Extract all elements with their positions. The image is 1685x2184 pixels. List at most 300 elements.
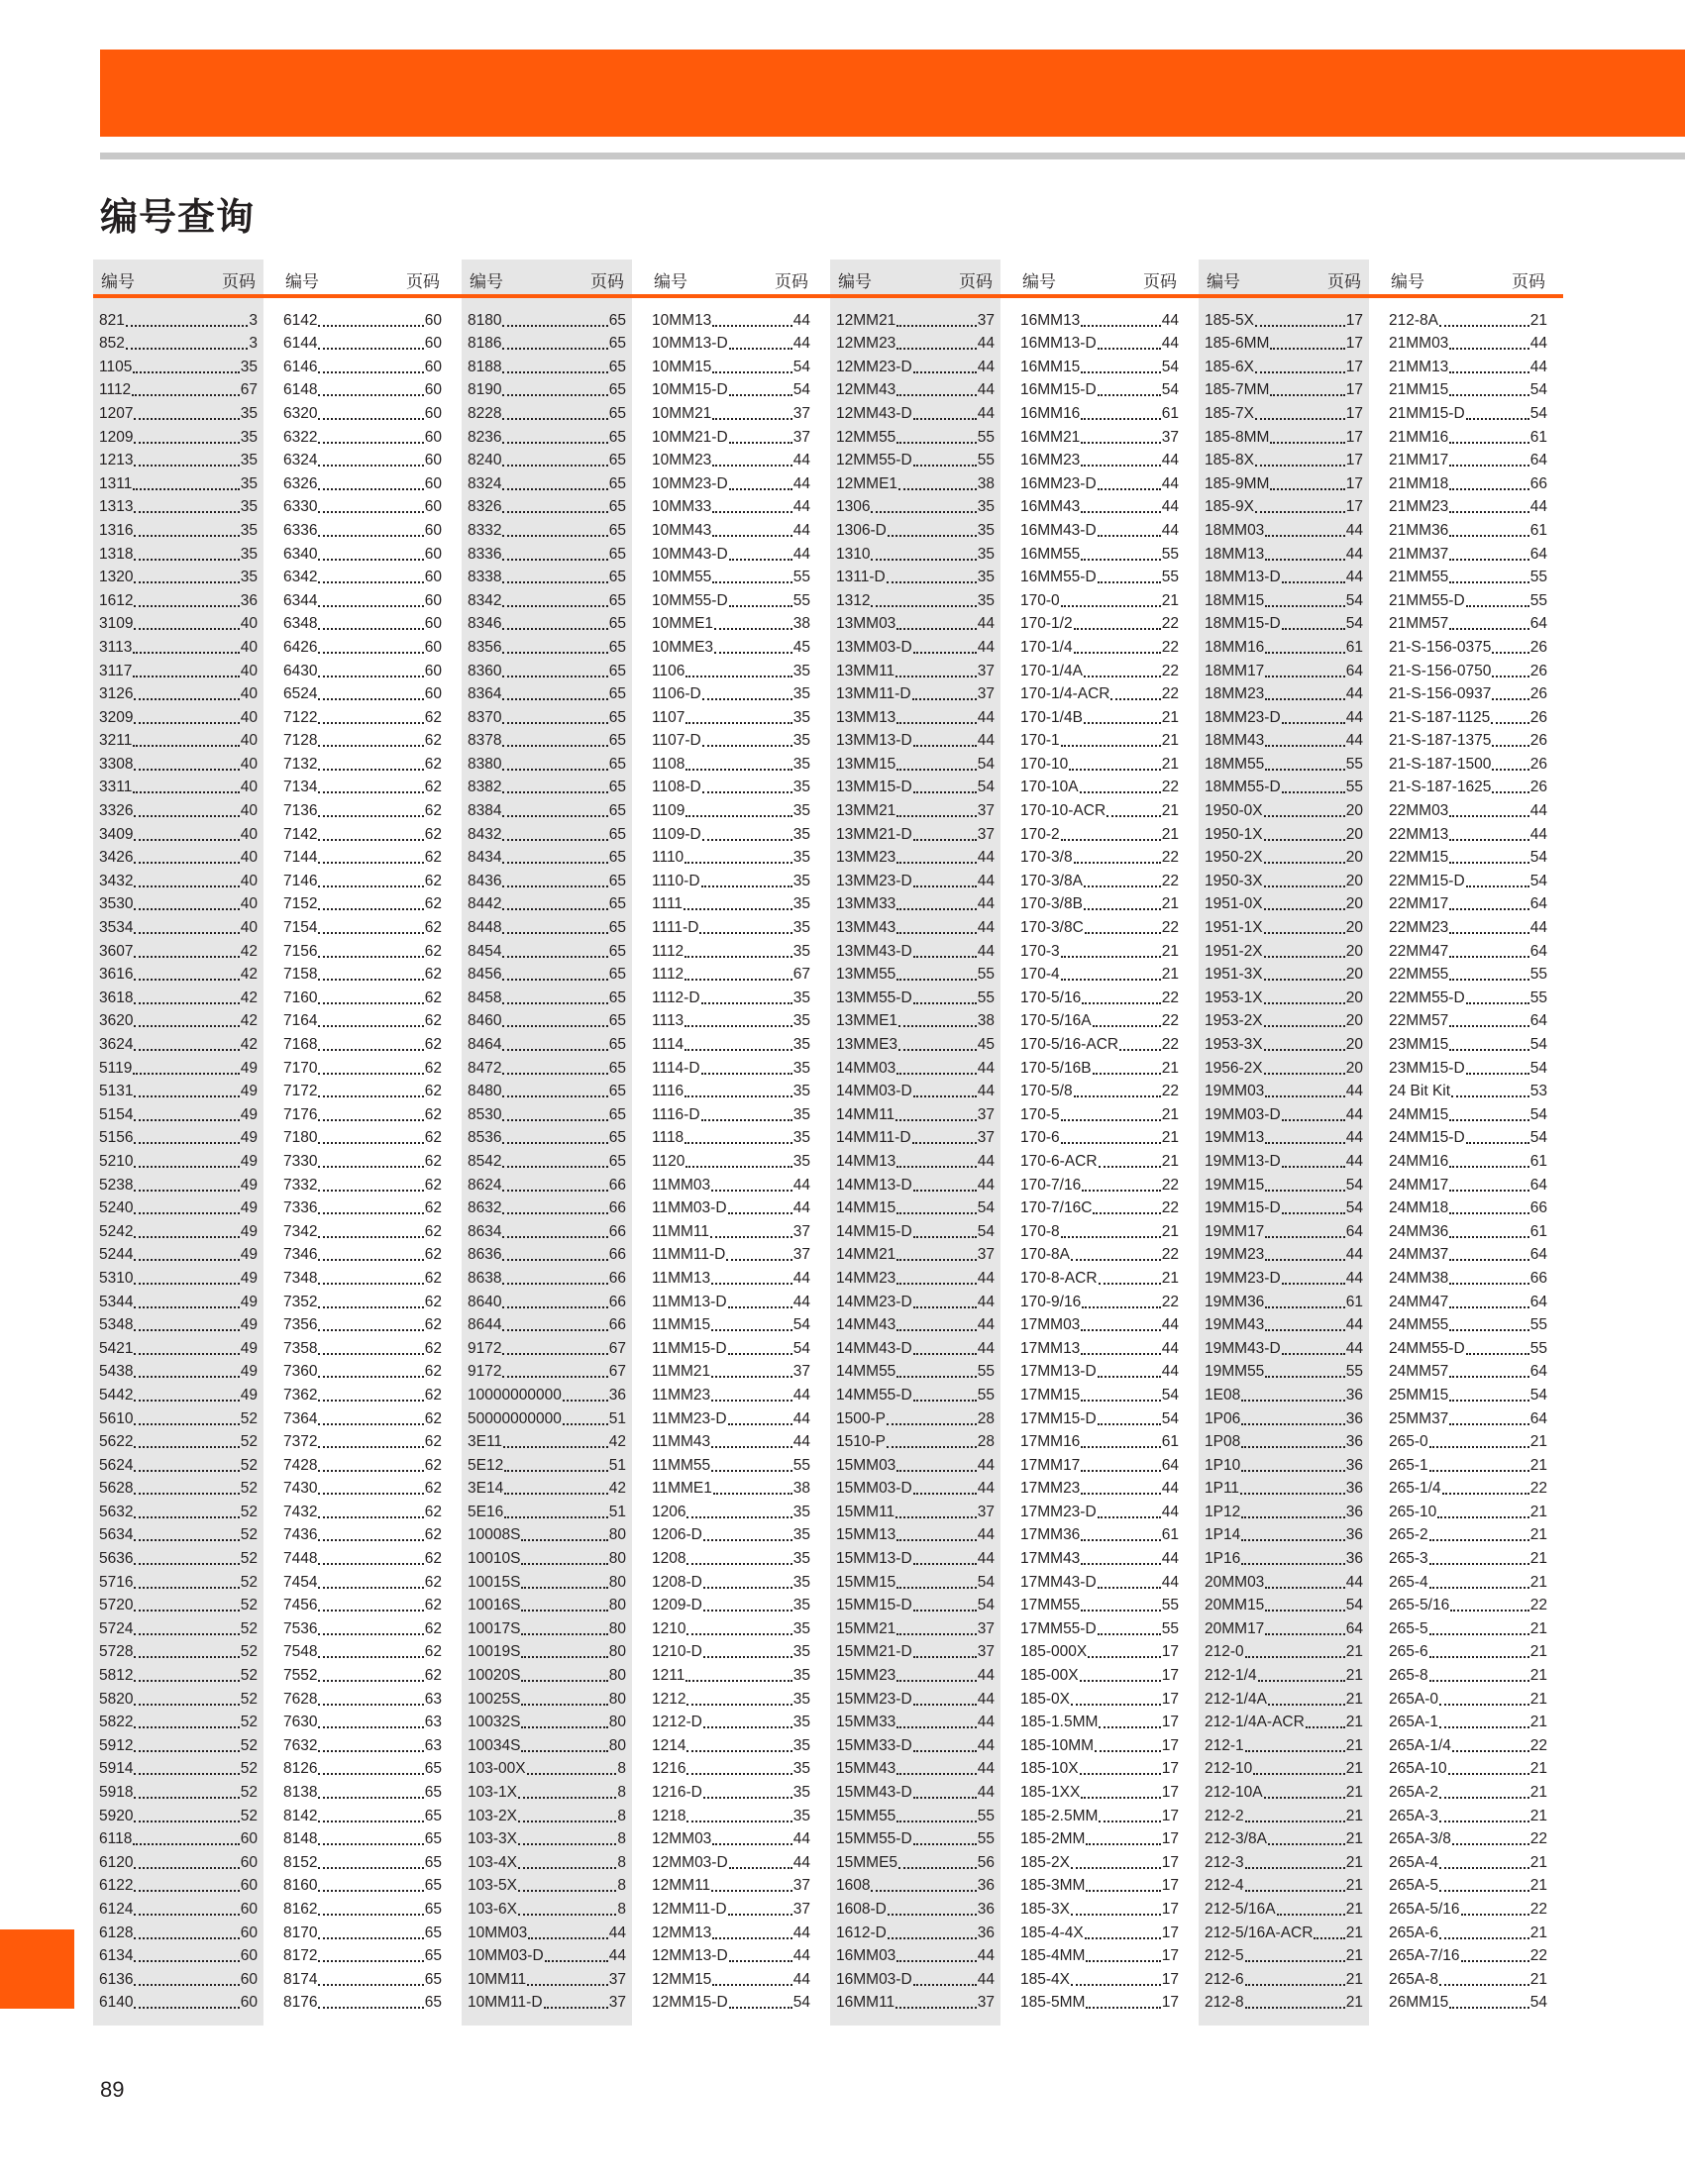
dot-leader [1245, 1890, 1345, 1892]
index-entry [836, 1732, 995, 1756]
index-entry [283, 1662, 442, 1686]
index-entry [1020, 962, 1179, 986]
dot-leader [1437, 1516, 1528, 1518]
dot-leader [887, 1423, 977, 1425]
entry-code: 170-5/16B [1020, 1059, 1092, 1077]
index-entry [468, 1569, 626, 1593]
entry-code: 7144 [283, 849, 318, 867]
dot-leader [502, 442, 607, 444]
header-code-label: 编号 [101, 272, 135, 291]
entry-code: 7158 [283, 966, 318, 984]
entry-code: 1316 [99, 521, 134, 539]
index-entry [99, 331, 258, 355]
index-entry [1205, 821, 1363, 845]
entry-code: 6118 [99, 1830, 133, 1848]
dot-leader [1086, 1843, 1160, 1845]
entry-code: 8382 [468, 779, 502, 796]
entry-page: 63 [424, 1690, 442, 1708]
header-code-label: 编号 [285, 272, 319, 291]
entry-page: 65 [608, 849, 626, 867]
index-entry [836, 1639, 995, 1663]
dot-leader [1095, 1750, 1161, 1752]
entry-page: 37 [792, 1222, 810, 1240]
entry-page: 52 [240, 1526, 258, 1544]
entry-code: 8360 [468, 662, 502, 679]
index-entry [468, 494, 626, 518]
entry-code: 170-6-ACR [1020, 1152, 1098, 1170]
entry-code: 6124 [99, 1900, 134, 1918]
entry-page: 35 [792, 895, 810, 913]
entry-code: 10MM15 [652, 358, 712, 375]
index-entry [836, 821, 995, 845]
dot-leader [1270, 442, 1344, 444]
entry-code: 185-00X [1020, 1667, 1079, 1685]
index-entry [652, 1452, 810, 1476]
entry-code: 12MM13-D [652, 1947, 728, 1965]
entry-code: 17MM13-D [1020, 1363, 1097, 1381]
entry-page: 54 [1529, 1129, 1547, 1147]
dot-leader [134, 535, 239, 537]
index-entry [836, 1476, 995, 1500]
entry-page: 21 [1161, 591, 1179, 609]
index-entry [468, 1429, 626, 1453]
index-entry [1389, 751, 1547, 775]
dot-leader [502, 1329, 607, 1331]
entry-list [1205, 307, 1363, 2013]
entry-code: 3308 [99, 755, 134, 773]
entry-page: 60 [424, 428, 442, 446]
dot-leader [896, 932, 976, 934]
entry-code: 1951-2X [1205, 942, 1263, 960]
dot-leader [318, 769, 423, 771]
entry-code: 11MM13-D [652, 1293, 727, 1310]
index-entry [1389, 1382, 1547, 1405]
entry-code: 10MM11 [468, 1970, 527, 1988]
entry-code: 15MME5 [836, 1853, 898, 1871]
dot-leader [712, 1984, 791, 1986]
entry-page: 21 [1345, 1830, 1363, 1848]
index-entry [1205, 1312, 1363, 1336]
entry-code: 170-3/8B [1020, 895, 1083, 913]
entry-page: 22 [1161, 779, 1179, 796]
entry-page: 54 [1161, 358, 1179, 375]
entry-page: 45 [977, 1036, 995, 1053]
entry-page: 42 [608, 1433, 626, 1451]
entry-code: 6136 [99, 1970, 134, 1988]
dot-leader [1282, 791, 1345, 793]
dot-leader [134, 1563, 239, 1565]
index-entry [1205, 424, 1363, 448]
index-entry [99, 1896, 258, 1920]
index-entry [1389, 797, 1547, 821]
dot-leader [318, 1890, 423, 1892]
index-entry [468, 1476, 626, 1500]
entry-page: 21 [1345, 1970, 1363, 1988]
entry-code: 11MM11-D [652, 1246, 726, 1264]
index-entry [283, 377, 442, 401]
entry-page: 65 [424, 1924, 442, 1941]
entry-code: 21MM55-D [1389, 591, 1465, 609]
index-entry [1205, 611, 1363, 635]
entry-page: 55 [977, 1830, 995, 1848]
entry-code: 10034S [468, 1736, 521, 1754]
entry-code: 185-4X [1020, 1970, 1070, 1988]
entry-code: 6122 [99, 1877, 134, 1895]
entry-page: 21 [1345, 1714, 1363, 1731]
entry-page: 65 [608, 988, 626, 1006]
index-entry [99, 1008, 258, 1032]
entry-code: 5634 [99, 1526, 134, 1544]
entry-page: 21 [1529, 1550, 1547, 1568]
dot-leader [318, 1306, 423, 1308]
index-entry [468, 331, 626, 355]
entry-code: 5820 [99, 1690, 134, 1708]
entry-page: 49 [240, 1363, 258, 1381]
entry-code: 1107 [652, 708, 685, 726]
entry-code: 8356 [468, 638, 502, 656]
dot-leader [134, 442, 239, 444]
entry-code: 1612-D [836, 1924, 887, 1941]
index-entry [283, 1756, 442, 1780]
index-entry [1389, 1569, 1547, 1593]
dot-leader [318, 1656, 423, 1658]
entry-page: 17 [1161, 1853, 1179, 1871]
entry-page: 66 [1529, 1199, 1547, 1217]
index-entry [1205, 1289, 1363, 1312]
index-column-4 [646, 260, 816, 2026]
entry-code: 14MM55-D [836, 1386, 912, 1404]
index-column-5 [830, 260, 1000, 2026]
entry-page: 44 [977, 335, 995, 353]
dot-leader [1255, 511, 1345, 513]
index-entry [99, 1756, 258, 1780]
index-entry [836, 1710, 995, 1733]
entry-code: 19MM15-D [1205, 1199, 1281, 1217]
entry-code: 7154 [283, 919, 318, 937]
index-entry [1020, 891, 1179, 915]
index-entry [99, 470, 258, 494]
index-entry [283, 307, 442, 331]
dot-leader [502, 1236, 607, 1238]
dot-leader [134, 1914, 239, 1916]
entry-page: 35 [977, 591, 995, 609]
dot-leader [134, 1470, 239, 1472]
entry-code: 21MM13 [1389, 358, 1449, 375]
dot-leader [134, 1750, 239, 1752]
entry-page: 37 [792, 1246, 810, 1264]
entry-code: 1209 [99, 428, 134, 446]
entry-page: 44 [977, 1947, 995, 1965]
entry-page: 36 [977, 1877, 995, 1895]
index-entry [468, 938, 626, 962]
dot-leader [1081, 465, 1160, 467]
entry-code: 212-1 [1205, 1736, 1244, 1754]
entry-page: 22 [1161, 1012, 1179, 1030]
entry-page: 54 [1529, 1386, 1547, 1404]
index-entry [1205, 587, 1363, 611]
dot-leader [318, 1960, 423, 1962]
entry-code: 212-8 [1205, 1994, 1244, 2012]
entry-code: 12MME1 [836, 474, 898, 492]
dot-leader [1061, 1236, 1161, 1238]
index-entry [99, 1545, 258, 1569]
entry-page: 80 [608, 1643, 626, 1661]
index-entry [468, 611, 626, 635]
entry-code: 8338 [468, 569, 502, 586]
entry-page: 37 [977, 311, 995, 329]
index-entry [652, 1943, 810, 1967]
entry-code: 7146 [283, 872, 318, 889]
entry-page: 65 [608, 498, 626, 516]
dot-leader [1449, 628, 1528, 630]
dot-leader [134, 628, 239, 630]
index-entry [283, 1101, 442, 1125]
entry-code: 212-1/4 [1205, 1667, 1257, 1685]
index-entry [836, 1990, 995, 2014]
dot-leader [502, 979, 607, 981]
entry-code: 22MM55-D [1389, 988, 1465, 1006]
entry-page: 20 [1345, 825, 1363, 843]
entry-page: 61 [1529, 1152, 1547, 1170]
entry-code: 7536 [283, 1619, 318, 1637]
index-entry [836, 1756, 995, 1780]
entry-code: 185-10X [1020, 1760, 1079, 1778]
index-entry [836, 1779, 995, 1803]
entry-page: 22 [1161, 662, 1179, 679]
index-entry [652, 1803, 810, 1826]
index-entry [1205, 1756, 1363, 1780]
entry-code: 16MM21 [1020, 428, 1081, 446]
dot-leader [134, 1423, 239, 1425]
dot-leader [712, 465, 791, 467]
dot-leader [1088, 1656, 1161, 1658]
index-entry [468, 377, 626, 401]
dot-leader [913, 1750, 977, 1752]
index-entry [1020, 1639, 1179, 1663]
entry-code: 8190 [468, 381, 502, 399]
entry-code: 24MM47 [1389, 1293, 1449, 1310]
entry-code: 6324 [283, 452, 318, 469]
dot-leader [703, 1797, 792, 1799]
dot-leader [1098, 535, 1161, 537]
entry-page: 52 [240, 1503, 258, 1520]
entry-page: 55 [1529, 1339, 1547, 1357]
index-entry [1389, 1545, 1547, 1569]
entry-page: 52 [240, 1643, 258, 1661]
index-entry [836, 1242, 995, 1266]
entry-code: 16MM11 [836, 1994, 895, 2012]
dot-leader [686, 1704, 791, 1706]
dot-leader [1265, 1142, 1344, 1144]
index-entry [468, 821, 626, 845]
dot-leader [1449, 956, 1528, 958]
dot-leader [913, 1610, 977, 1612]
entry-code: 170-0 [1020, 591, 1060, 609]
index-entry [1205, 1382, 1363, 1405]
dot-leader [502, 488, 607, 490]
index-entry [836, 1196, 995, 1219]
dot-leader [1061, 839, 1161, 841]
entry-code: 9172 [468, 1363, 502, 1381]
entry-code: 8170 [283, 1924, 318, 1941]
entry-code: 185-9MM [1205, 474, 1270, 492]
dot-leader [134, 862, 239, 864]
entry-code: 13MM21 [836, 802, 896, 820]
entry-code: 14MM13-D [836, 1176, 912, 1194]
dot-leader [913, 1843, 977, 1845]
entry-code: 8456 [468, 966, 502, 984]
entry-page: 60 [240, 1853, 258, 1871]
entry-page: 17 [1161, 1714, 1179, 1731]
entry-page: 21 [1529, 1714, 1547, 1731]
index-entry [1205, 1265, 1363, 1289]
entry-code: 185-8MM [1205, 428, 1270, 446]
entry-page: 22 [1161, 872, 1179, 889]
index-entry [652, 1055, 810, 1079]
index-entry [1205, 985, 1363, 1008]
dot-leader [1449, 979, 1528, 981]
index-entry [652, 1242, 810, 1266]
entry-page: 63 [424, 1736, 442, 1754]
dot-leader [1099, 1166, 1161, 1168]
entry-page: 20 [1345, 1036, 1363, 1053]
entry-code: 265A-5/16 [1389, 1900, 1460, 1918]
index-entry [652, 1779, 810, 1803]
index-entry [836, 1101, 995, 1125]
index-entry [468, 1779, 626, 1803]
entry-code: 19MM43-D [1205, 1339, 1281, 1357]
index-entry [468, 1031, 626, 1055]
entry-page: 65 [608, 802, 626, 820]
entry-list [283, 307, 442, 2013]
entry-page: 38 [977, 474, 995, 492]
entry-page: 8 [617, 1807, 626, 1824]
dot-leader [1448, 1773, 1529, 1775]
dot-leader [1099, 1283, 1161, 1285]
index-entry [1389, 494, 1547, 518]
index-entry [99, 797, 258, 821]
entry-page: 54 [1161, 381, 1179, 399]
entry-page: 52 [240, 1784, 258, 1801]
entry-code: 5624 [99, 1456, 134, 1474]
index-entry [283, 985, 442, 1008]
entry-code: 212-3/8A [1205, 1830, 1267, 1848]
index-entry [468, 985, 626, 1008]
index-entry [1389, 1639, 1547, 1663]
dot-leader [1268, 1843, 1345, 1845]
entry-page: 35 [240, 545, 258, 563]
entry-code: 10MM21 [652, 404, 712, 422]
entry-code: 185-6X [1205, 358, 1254, 375]
dot-leader [1081, 1400, 1160, 1402]
index-entry [652, 1429, 810, 1453]
entry-page: 44 [977, 1526, 995, 1544]
entry-code: 1208 [652, 1550, 686, 1568]
entry-code: 7352 [283, 1293, 318, 1310]
index-entry [1205, 1405, 1363, 1429]
index-entry [836, 751, 995, 775]
entry-page: 37 [977, 802, 995, 820]
entry-code: 18MM43 [1205, 732, 1265, 750]
dot-leader [703, 1539, 792, 1541]
dot-leader [318, 1353, 423, 1355]
entry-code: 1109-D [652, 825, 701, 843]
entry-code: 21-S-187-1625 [1389, 779, 1492, 796]
dot-leader [318, 676, 423, 677]
index-entry [283, 751, 442, 775]
index-entry [1205, 938, 1363, 962]
index-entry [1020, 1873, 1179, 1897]
dot-leader [318, 722, 423, 724]
entry-page: 21 [1161, 1059, 1179, 1077]
entry-page: 62 [424, 942, 442, 960]
index-entry [1389, 1242, 1547, 1266]
index-entry [1389, 448, 1547, 471]
entry-page: 36 [1345, 1456, 1363, 1474]
dot-leader [896, 1329, 976, 1331]
entry-page: 52 [240, 1409, 258, 1427]
index-entry [1389, 728, 1547, 752]
entry-page: 36 [608, 1386, 626, 1404]
dot-leader [1439, 1867, 1529, 1869]
dot-leader [1439, 325, 1529, 327]
entry-page: 64 [1529, 1246, 1547, 1264]
dot-leader [913, 839, 977, 841]
entry-page: 44 [792, 1293, 810, 1310]
entry-page: 17 [1345, 381, 1363, 399]
entry-code: 16MM43 [1020, 498, 1081, 516]
entry-page: 62 [424, 1246, 442, 1264]
entry-code: 1608-D [836, 1900, 887, 1918]
dot-leader [502, 932, 607, 934]
entry-page: 62 [424, 1199, 442, 1217]
entry-code: 5210 [99, 1152, 134, 1170]
index-entry [652, 517, 810, 541]
entry-page: 42 [608, 1480, 626, 1498]
entry-page: 49 [240, 1152, 258, 1170]
entry-page: 37 [792, 404, 810, 422]
entry-code: 18MM23-D [1205, 708, 1281, 726]
index-entry [836, 587, 995, 611]
entry-page: 44 [1161, 1316, 1179, 1334]
entry-page: 60 [424, 474, 442, 492]
index-entry [283, 658, 442, 681]
entry-code: 1218 [652, 1807, 686, 1824]
entry-code: 12MM23-D [836, 358, 912, 375]
index-entry [1020, 1943, 1179, 1967]
index-entry [99, 891, 258, 915]
index-entry [99, 1990, 258, 2014]
dot-leader [1080, 1773, 1161, 1775]
dot-leader [1282, 1119, 1345, 1121]
entry-code: 16MM03 [836, 1947, 896, 1965]
entry-code: 18MM13-D [1205, 569, 1281, 586]
entry-page: 44 [1345, 1152, 1363, 1170]
entry-page: 35 [792, 825, 810, 843]
dot-leader [134, 769, 239, 771]
index-entry [468, 1545, 626, 1569]
entry-code: 7136 [283, 802, 318, 820]
dot-leader [898, 1025, 977, 1027]
entry-page: 40 [240, 708, 258, 726]
dot-leader [126, 348, 249, 350]
index-entry [1389, 307, 1547, 331]
entry-code: 8432 [468, 825, 502, 843]
index-entry [652, 1218, 810, 1242]
entry-page: 37 [977, 1246, 995, 1264]
entry-code: 170-5 [1020, 1105, 1060, 1123]
entry-page: 35 [792, 1059, 810, 1077]
